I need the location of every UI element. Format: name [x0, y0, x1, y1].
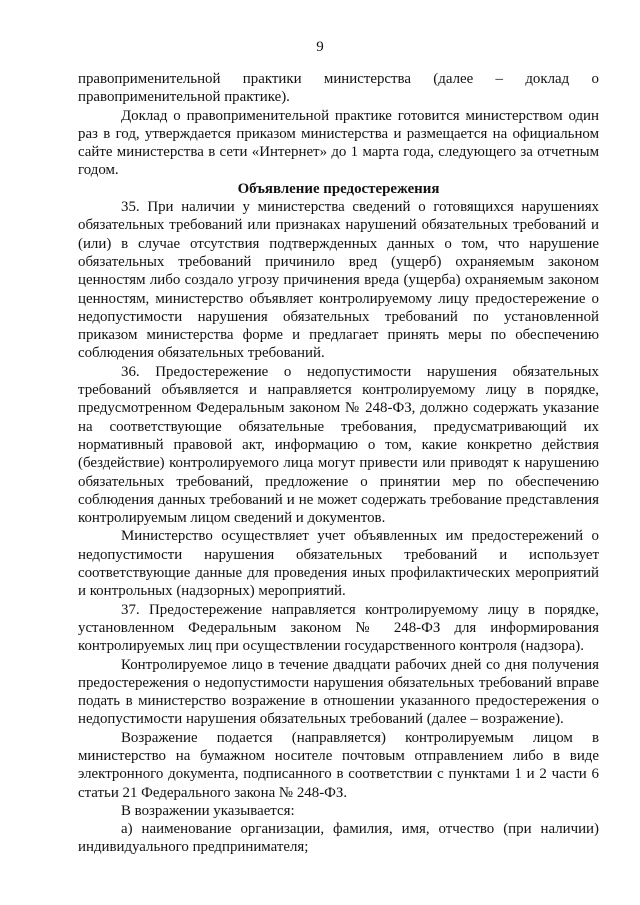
- section-heading: Объявление предостережения: [237, 180, 440, 197]
- paragraph-37: 37. Предостережение направляется контролируемому лицу в порядке, установленном Федеральным законом № 248-ФЗ для информирования контролируемых лиц при осуществлении государственного контроля (надзора).: [78, 601, 599, 655]
- page-number: 9: [316, 39, 324, 55]
- paragraph-objection-contents: В возражении указывается:: [121, 802, 295, 819]
- paragraph-warnings-accounting: Министерство осуществляет учет объявленных им предостережений о недопустимости нарушения обязательных требований и использует соответствующие данные для проведения иных профилактических мероприятий и контрольных (надзорных) мероприятий.: [78, 528, 599, 600]
- paragraph-objection-submission: Возражение подается (направляется) контролируемым лицом в министерство на бумажном носителе почтовым отправлением либо в виде электронного документа, подписанного в соответствии с пунктами 1 и 2 части 6 статьи 21 Федерального закона № 248-ФЗ.: [78, 729, 599, 801]
- paragraph-item-a: а) наименование организации, фамилия, имя, отчество (при наличии) индивидуального предпринимателя;: [78, 821, 599, 856]
- paragraph-report-schedule: Доклад о правоприменительной практике готовится министерством один раз в год, утверждается приказом министерства и размещается на официальном сайте министерства в сети «Интернет» до 1 марта года, следующего за отчетным годом.: [78, 107, 599, 179]
- paragraph-continuation: правоприменительной практики министерства (далее – доклад о правоприменительной практике).: [78, 71, 599, 106]
- paragraph-objection-right: Контролируемое лицо в течение двадцати рабочих дней со дня получения предостережения о недопустимости нарушения обязательных требований вправе подать в министерство возражение в отношении указанного предостережения о недопустимости нарушения обязательных требований (далее – возражение).: [78, 656, 599, 728]
- paragraph-35: 35. При наличии у министерства сведений о готовящихся нарушениях обязательных требований или признаках нарушений обязательных требований и (или) в случае отсутствия подтвержденных данных о том, что нарушение обязательных требований причинило вред (ущерб) охраняемым законом ценностям либо создало угрозу причинения вреда (ущерба) охраняемым законом ценностям, министерство объявляет контролируемому лицу предостережение о недопустимости нарушения обязательных требований по установленной приказом министерства форме и предлагает принять меры по обеспечению соблюдения обязательных требований.: [78, 199, 599, 362]
- paragraph-36: 36. Предостережение о недопустимости нарушения обязательных требований объявляется и направляется контролируемому лицу в порядке, предусмотренном Федеральным законом № 248-ФЗ, должно содержать указание на соответствующие обязательные требования, предусматривающий их нормативный правовой акт, информацию о том, какие конкретно действия (бездействие) контролируемого лица могут привести или приводят к нарушению обязательных требований, предложение о принятии мер по обеспечению соблюдения данных требований и не может содержать требование представления контролируемым лицом сведений и документов.: [78, 363, 599, 527]
- document-body: [78, 70, 599, 857]
